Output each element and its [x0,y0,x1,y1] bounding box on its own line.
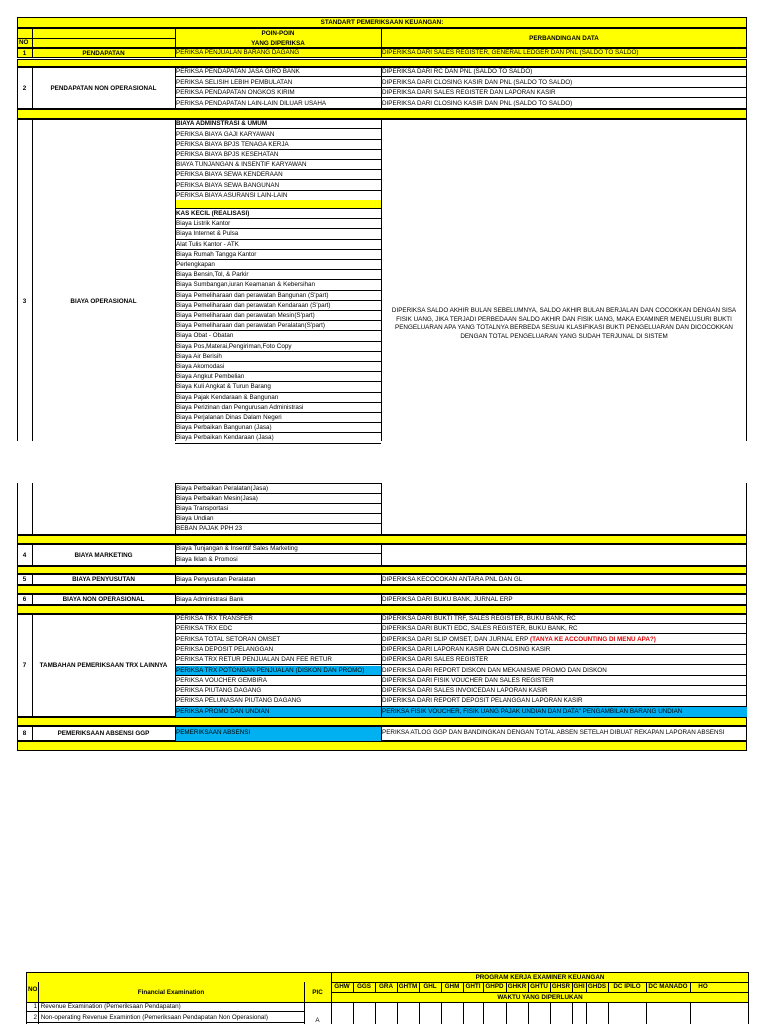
compare-text: DIPERIKSA DARI SALES REGISTER [381,655,747,665]
check-item: Biaya Obat - Obatan [175,331,381,341]
compare-text: DIPERIKSA DARI SLIP OMSET, DAN JURNAL ERP (TANYA KE ACCOUNTING DI MENU APA?) [381,635,747,645]
branch-ghti: GHTI [465,983,481,990]
check-item: Biaya Pemeliharaan dan perawatan Kendaraan (S'part) [175,301,381,311]
spacer-row [17,741,747,751]
check-item: Biaya Perbaikan Bangunan (Jasa) [175,423,381,433]
check-item: Biaya Akomodasi [175,362,381,372]
spacer-row [17,109,747,119]
check-item: Biaya Tunjangan & Insentif Sales Marketing [175,544,381,554]
program-col-exam: Financial Examination [137,988,205,996]
compare-text: DIPERIKSA DARI SALES REGISTER, GENERAL LEDGER DAN PNL (SALDO TO SALDO) [382,49,639,56]
check-item: Biaya Listrik Kantor [175,219,381,229]
check-item: Biaya Undian [175,514,381,524]
check-item: PERIKSA TRX EDC [175,624,381,634]
row-no: 1 [33,1003,37,1010]
branch-ghi: GHI [573,983,585,990]
section-title-biaya-operasional: BIAYA OPERASIONAL [70,297,137,305]
row-text: Non-operating Revenue Examintion (Pemeriksaan Pendapatan Non Operasional) [40,1013,268,1021]
compare-text: PERIKSA ATLOG GGP DAN BANDINGKAN DENGAN TOTAL ABSEN SETELAH DIBUAT REKAPAN LAPORAN ABSENSI [382,729,725,736]
check-item: BIAYA TUNJANGAN & INSENTIF KARYAWAN [175,160,381,170]
check-item: Biaya Transportasi [175,504,381,514]
section-no: 4 [22,551,27,559]
check-item: Perlengkapan [175,260,381,270]
row-text: Revenue Examination (Pemeriksaan Pendapatan) [40,1003,181,1010]
compare-text: DIPERIKSA DARI BUKTI EDC, SALES REGISTER, BUKU BANK, RC [381,624,747,634]
check-item: Biaya Sumbangan,iuran Keamanan & Kebersihan [175,280,381,290]
header-points-1: POIN-POIN [261,29,295,37]
check-item: Biaya Air Berisih [175,352,381,362]
compare-line: DENGAN TOTAL PENGELUARAN YANG SUDAH TERJUNAL DI SISTEM [460,332,668,340]
spacer-row [17,566,747,574]
table-row [26,1002,304,1012]
check-item: PERIKSA PENDAPATAN LAIN-LAIN DILUAR USAHA [176,99,327,107]
compare-text: DIPERIKSA DARI CLOSING KASIR DAN PNL (SALDO TO SALDO) [381,78,747,88]
compare-text: DIPERIKSA DARI SALES REGISTER DAN LAPORAN KASIR [381,88,747,98]
compare-line: PENGELUARAN APA YANG TOTALNYA BERBEDA SESUAI KLASIFIKASI BUKTI PENGELUARAN DAN DICOCOKKAN [395,324,733,331]
program-col-no: NO [28,986,38,993]
spacer-row [17,585,747,594]
check-item: PERIKSA TRX POTONGAN PENJUALAN (DISKON DAN PROMO) [175,666,381,676]
check-item: PERIKSA PENJUALAN BARANG DAGANG [176,49,300,56]
check-item: Biaya Perbaikan Mesin(Jasa) [175,494,381,504]
check-item: Alat Tulis Kantor - ATK [175,240,381,250]
branch-ghpd: GHPD [485,983,504,990]
header-points-2: YANG DIPERIKSA [251,39,305,47]
check-item: PERIKSA SELISIH LEBIH PEMBULATAN [175,78,381,88]
check-item: Biaya Kuli Angkat & Turun Barang [175,382,381,392]
check-item: Biaya Perjalanan Dinas Dalam Negeri [175,413,381,423]
compare-text: DIPERIKSA DARI CLOSING KASIR DAN PNL (SALDO TO SALDO) [382,99,573,107]
check-item: PERIKSA TRX RETUR PENJUALAN DAN FEE RETUR [175,655,381,665]
section-no: 7 [22,662,27,669]
section-title-biaya-penyusutan: BIAYA PENYUSUTAN [72,576,135,583]
compare-text: DIPERIKSA DARI FISIK VOUCHER DAN SALES REGISTER [381,676,747,686]
spacer-row [17,717,747,726]
spacer-row [17,535,747,544]
group-header-admin: BIAYA ADMINSTRASI & UMUM [175,119,381,129]
check-item: Biaya Perizinan dan Pengurusan Administrasi [175,403,381,413]
branch-ghw: GHW [334,983,350,990]
branch-ghds: GHDS [587,983,607,990]
branch-ghkr: GHKR [507,983,527,990]
check-item: PERIKSA BIAYA SEWA KENDERAAN [175,170,381,180]
section-title-biaya-non-operasional: BIAYA NON OPERASIONAL [62,596,145,603]
section-title-pemeriksaan-absensi: PEMERIKSAAN ABSENSI GGP [57,730,150,737]
compare-text: DIPERIKSA DARI BUKU BANK, JURNAL ERP [382,595,513,603]
check-item: Biaya Bensin,Tol, & Parkir [175,270,381,280]
section-no: 5 [22,576,27,583]
program-col-pic: PIC [312,988,323,996]
check-item: Biaya Pajak Kendaraan & Bangunan [175,393,381,403]
check-item: PERIKSA TOTAL SETORAN OMSET [175,635,381,645]
branch-ho: HO [698,983,708,990]
check-item: PERIKSA PROMO DAN UNDIAN [176,707,270,715]
section-no: 3 [22,297,27,305]
check-item: Biaya Administrasi Bank [176,595,244,603]
header-compare: PERBANDINGAN DATA [529,34,599,42]
table-title: STANDART PEMERIKSAAN KEUANGAN: [17,17,747,28]
section-no: 1 [22,49,27,57]
branch-ghtm: GHTM [398,983,418,990]
branch-ghm: GHM [444,983,460,990]
check-item: PERIKSA BIAYA ASURANSI LAIN-LAIN [175,191,381,201]
section-title-pendapatan-non-operasional: PENDAPATAN NON OPERASIONAL [50,84,157,92]
branch-ghl: GHL [423,983,437,990]
check-item: Biaya Pemeliharaan dan perawatan Bangunan (S'part) [175,291,381,301]
check-item: PERIKSA DEPOSIT PELANGGAN [175,645,381,655]
check-item: Biaya Rumah Tangga Kantor [175,250,381,260]
time-label: WAKTU YANG DIPERLUKAN [497,993,583,1001]
compare-text: DIPERIKSA KECOCOKAN ANTARA PNL DAN GL [382,575,523,583]
check-item: BEBAN PAJAK PPH 23 [176,525,243,533]
compare-text: DIPERIKSA DARI BUKTI TRF, SALES REGISTER, BUKU BANK, RC [381,614,747,624]
compare-text: PERIKSA FISIK VOUCHER, FISIK UANG PAJAK UNDIAN DAN DATA" PENGAMBILAN BARANG UNDIAN [382,707,683,715]
section-no: 6 [22,596,27,603]
spacer-row [17,59,747,67]
check-item: Biaya Perbaikan Kendaraan (Jasa) [175,433,381,443]
check-item: PERIKSA BIAYA BPJS TENAGA KERJA [175,140,381,150]
branch-dc-manado: DC MANADO [648,983,688,990]
check-item: PEMERIKSAAN ABSENSI [176,729,251,736]
check-item: PERIKSA PENDAPATAN JASA GIRO BANK [175,67,381,77]
check-item: Biaya Angkut Pembelian [175,372,381,382]
spacer-row [17,605,747,614]
branch-ggs: GGS [357,983,371,990]
compare-text: DIPERIKSA DARI REPORT DEPOSIT PELANGGAN LAPORAN KASIR [381,696,747,706]
accounting-note: (TANYA KE ACCOUNTING DI MENU APA?) [528,635,656,643]
check-item: PERIKSA VOUCHER GEMBIRA [175,676,381,686]
branch-ghtu: GHTU [530,983,548,990]
check-item: Biaya Penyusutan Peralatan [176,575,256,583]
header-no: NO [19,39,29,46]
check-item: PERIKSA TRX TRANSFER [175,614,381,624]
check-item: PERIKSA BIAYA GAJI KARYAWAN [175,130,381,140]
check-item: PERIKSA PENDAPATAN ONGKOS KIRIM [175,88,381,98]
section-no: 8 [22,730,27,737]
check-item: PERIKSA BIAYA BPJS KESEHATAN [175,150,381,160]
section-title-pendapatan: PENDAPATAN [82,49,125,57]
check-item: Biaya Perbaikan Peralatan(Jasa) [175,484,381,494]
table-row [26,1013,304,1023]
program-title: PROGRAM KERJA EXAMINER KEUANGAN [475,973,605,981]
check-item: Biaya Iklan & Promosi [176,555,238,563]
row-no: 2 [33,1013,37,1021]
spacer-row [176,200,381,209]
check-item: Biaya Pemeliharaan dan perawatan Mesin(S'part) [175,311,381,321]
section-title-tambahan-pemeriksaan: TAMBAHAN PEMERIKSAAN TRX LAINNYA [39,662,168,669]
branch-ghsr: GHSR [551,983,571,990]
branch-gra: GRA [379,983,393,990]
compare-text: DIPERIKSA DARI REPORT DISKON DAN MEKANISME PROMO DAN DISKON [381,666,747,676]
compare-text-kas [383,307,745,341]
section-3-continued [17,483,747,535]
section-title-biaya-marketing: BIAYA MARKETING [74,551,133,559]
compare-text: DIPERIKSA DARI RC DAN PNL (SALDO TO SALDO) [381,67,747,77]
compare-text: DIPERIKSA DARI LAPORAN KASIR DAN CLOSING KASIR [381,645,747,655]
section-no: 2 [22,84,27,92]
pic-value: A [315,1016,320,1024]
check-item: Biaya Pos,Materai,Pengiriman,Foto Copy [175,342,381,352]
compare-text: DIPERIKSA DARI SALES INVOICEDAN LAPORAN KASIR [381,686,747,696]
compare-line: DIPERIKSA SALDO AKHIR BULAN SEBELUMNYA, SALDO AKHIR BULAN BERJALAN DAN COCOKKAN DENGAN SISA [391,307,737,314]
group-header-kas-kecil: KAS KECIL (REALISASI) [175,209,381,219]
branch-dc-ipilo: DC IPILO [613,983,641,990]
check-item: Biaya Pemeliharaan dan perawatan Peralatan(S'part) [175,321,381,331]
section-3-block [17,119,747,441]
check-item: PERIKSA BIAYA SEWA BANGUNAN [175,181,381,191]
check-item: PERIKSA PIUTANG DAGANG [175,686,381,696]
check-item: PERIKSA PELUNASAN PIUTANG DAGANG [175,696,381,706]
check-item: Biaya Internet & Pulsa [175,229,381,239]
compare-line: FISIK UANG, JIKA TERJADI PERBEDAAN SALDO AKHIR DAN FISIK UANG, MAKA EXAMINER MENELUSURI BUKTI [396,315,732,323]
